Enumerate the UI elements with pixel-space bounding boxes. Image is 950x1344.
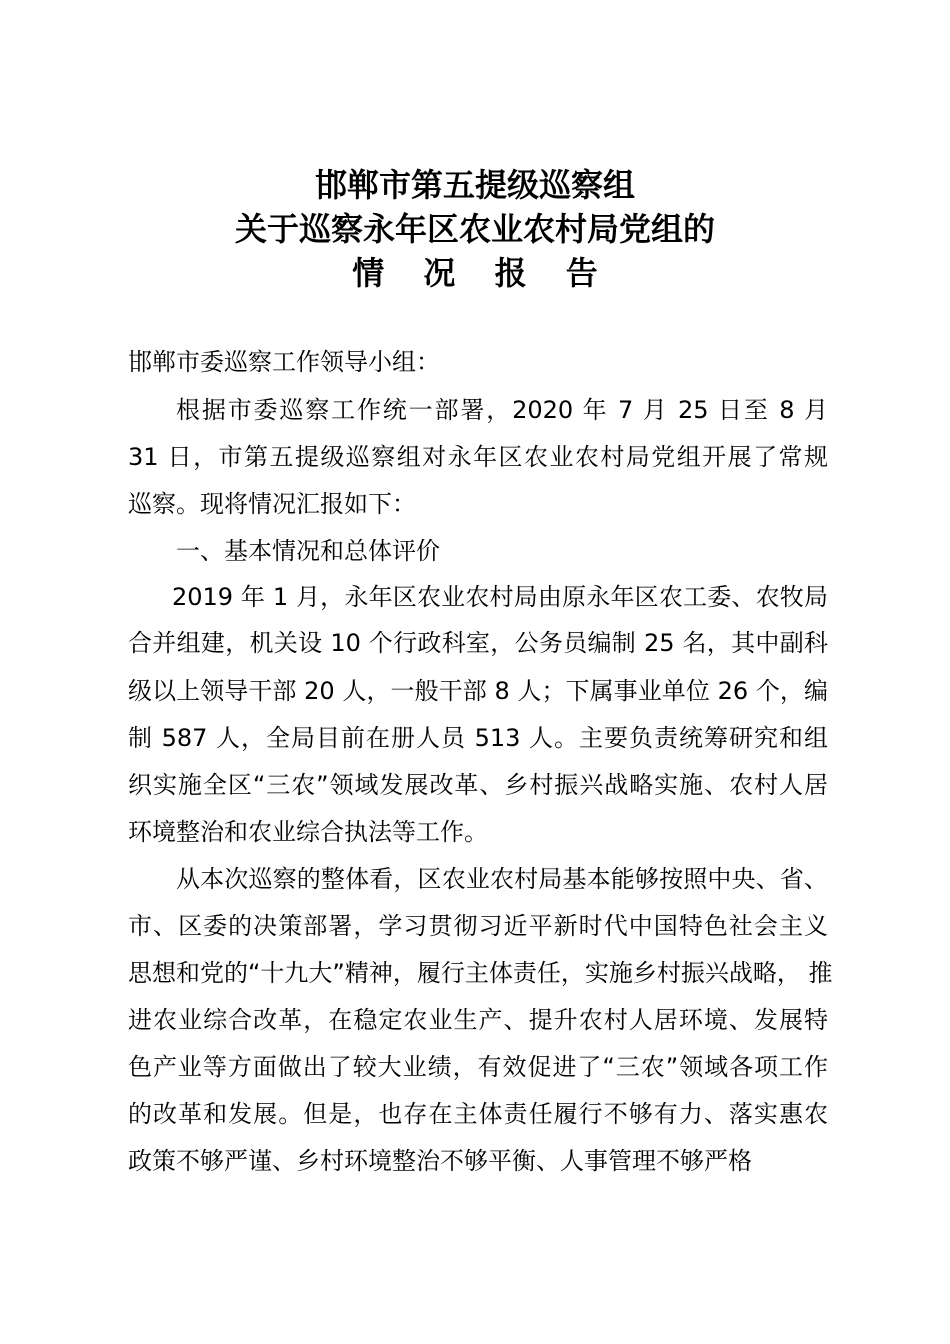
para2-line-4: 进农业综合改革，在稳定农业生产、提升农村人居环境、发展特 [128,1006,828,1034]
document-title-line-3: 情 况 报 告 [352,254,612,292]
intro-line-1: 根据市委巡察工作统一部署，2020 年 7 月 25 日至 8 月 [176,396,828,424]
para2-line-6: 的改革和发展。但是，也存在主体责任履行不够有力、落实惠农 [128,1100,828,1128]
para1-line-5: 织实施全区“三农”领域发展改革、乡村振兴战略实施、农村人居 [128,771,828,799]
para1-line-4: 制 587 人，全局目前在册人员 513 人。主要负责统筹研究和组 [128,724,828,752]
para2-line-7: 政策不够严谨、乡村环境整治不够平衡、人事管理不够严格 [128,1147,752,1175]
intro-line-2: 31 日，市第五提级巡察组对永年区农业农村局党组开展了常规 [128,443,828,471]
para2-line-5: 色产业等方面做出了较大业绩，有效促进了“三农”领域各项工作 [128,1053,828,1081]
para2-line-3: 思想和党的“十九大”精神，履行主体责任，实施乡村振兴战略， 推 [128,959,833,987]
para1-line-2: 合并组建，机关设 10 个行政科室，公务员编制 25 名，其中副科 [128,629,828,657]
para1-line-3: 级以上领导干部 20 人，一般干部 8 人；下属事业单位 26 个，编 [128,677,828,705]
para2-line-2: 市、区委的决策部署，学习贯彻习近平新时代中国特色社会主义 [128,912,828,940]
para2-line-1: 从本次巡察的整体看，区农业农村局基本能够按照中央、省、 [176,865,828,893]
para1-line-6: 环境整治和农业综合执法等工作。 [128,818,488,846]
document-title-line-2: 关于巡察永年区农业农村局党组的 [234,210,715,248]
intro-line-3: 巡察。现将情况汇报如下： [128,490,416,518]
section-heading-1: 一、基本情况和总体评价 [176,537,440,565]
para1-line-1: 2019 年 1 月，永年区农业农村局由原永年区农工委、农牧局 [172,583,828,611]
salutation: 邯郸市委巡察工作领导小组： [128,348,440,376]
document-title-line-1: 邯郸市第五提级巡察组 [314,166,635,204]
